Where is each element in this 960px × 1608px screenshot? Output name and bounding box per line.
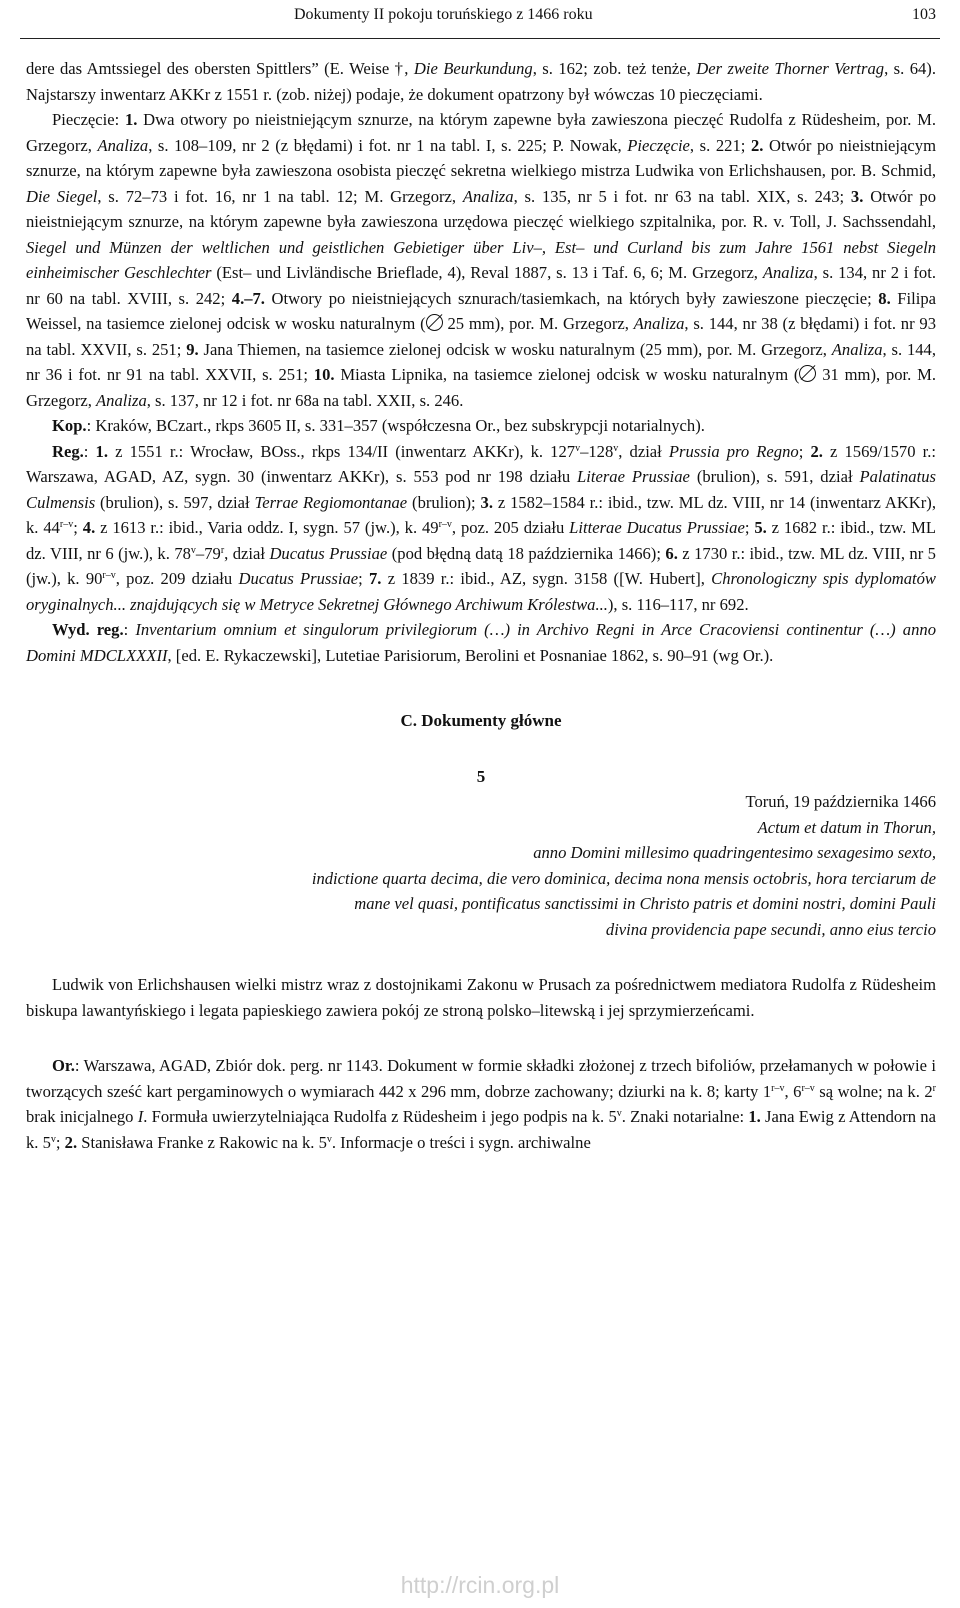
dating-line: divina providencia pape secundi, anno eius tercio [605, 919, 936, 939]
dating-line: Actum et datum in Thorun, [757, 817, 936, 837]
section-heading: C. Dokumenty główne [400, 711, 562, 730]
page-number: 103 [912, 6, 936, 23]
document-summary: Ludwik von Erlichshausen wielki mistrz wraz z dostojnikami Zakonu w Prusach za pośrednictwem mediatora Rudolfa z Rüdesheim biskupa lawantyńskiego i legata papieskiego zawiera pokój ze stroną polsko–litewską i jej sprzymierzeńcami. [26, 975, 936, 1020]
place-date: Toruń, 19 października 1466 [745, 792, 936, 811]
paragraph-reg: Reg.: 1. z 1551 r.: Wrocław, BOss., rkps 134/II (inwentarz AKKr), k. 127$^v$–128$^v$, dział Prussia pro Regno; 2. z 1569/1570 r.: Warszawa, AGAD, AZ, sygn. 30 (inwentarz AKKr), s. 553 pod nr 198 działu Literae Prussiae (brulion), s. 591, dział Palatinatus Culmensis (brulion), s. 597, dział Terrae Regiomontanae (brulion); 3. z 1582–1584 r.: ibid., tzw. ML dz. VIII, nr 14 (inwentarz AKKr), k. 44$^{r-v}$; 4. z 1613 r.: ibid., Varia oddz. I, sygn. 57 (jw.), k. 49$^{r-v}$, poz. 205 działu Litterae Ducatus Prussiae; 5. z 1682 r.: ibid., tzw. ML dz. VIII, nr 6 (jw.), k. 78$^v$–79$^r$, dział Ducatus Prussiae (pod błędną datą 18 października 1466); 6. z 1730 r.: ibid., tzw. ML dz. VIII, nr 5 (jw.), k. 90$^{r-v}$, poz. 209 działu Ducatus Prussiae; 7. z 1839 r.: ibid., AZ, sygn. 3158 ([W. Hubert], Chronologiczny spis dyplomatów oryginalnych... znajdujących się w Metryce Sekretnej Głównego Archiwum Królestwa...), s. 116–117, nr 692. [26, 441, 937, 614]
dating-line: anno Domini millesimo quadringentesimo sexagesimo sexto, [533, 843, 936, 862]
paragraph-original: Or.: Warszawa, AGAD, Zbiór dok. perg. nr 1143. Dokument w formie składki złożonej z trzech bifoliów, przełamanych w połowie i tworzących sześć kart pergaminowych o wymiarach 442 x 296 mm, dobrze zachowany; dziurki na k. 8; karty 1$^{r-v}$, 6$^{r-v}$ są wolne; na k. 2$^r$ brak inicjalnego I. Formuła uwierzytelniająca Rudolfa z Rüdesheim i jego podpis na k. 5$^v$. Znaki notarialne: 1. Jana Ewig z Attendorn na k. 5$^v$; 2. Stanisława Franke z Rakowic na k. 5$^v$. Informacje o treści i sygn. archiwalne [26, 1056, 937, 1152]
dating-line: indictione quarta decima, die vero dominica, decima nona mensis octobris, hora terciarum de [311, 868, 936, 888]
diameter-icon [426, 314, 443, 331]
document-number: 5 [476, 766, 486, 786]
paragraph-kop: Kop.: Kraków, BCzart., rkps 3605 II, s. 331–357 (współczesna Or., bez subskrypcji notarialnych). [52, 416, 705, 435]
running-header [0, 6, 960, 32]
dating-line: mane vel quasi, pontificatus sanctissimi in Christo patris et domini nostri, domini Pauli [354, 894, 936, 913]
paragraph-wyd-reg: Wyd. reg.: Inventarium omnium et singulorum privilegiorum (…) in Archivo Regni in Arce Cracoviensi continentur (…) anno Domini MDCLXXXII, [ed. E. Rykaczewski], Lutetiae Parisiorum, Berolini et Posnaniae 1862, s. 90–91 (wg Or.). [26, 620, 936, 665]
watermark-url: http://rcin.org.pl [400, 1572, 560, 1598]
paragraph-seals: Pieczęcie: 1. Dwa otwory po nieistniejącym sznurze, na którym zapewne była zawieszona pieczęć Rudolfa z Rüdesheim, por. M. Grzegorz, Analiza, s. 108–109, nr 2 (z błędami) i fot. nr 1 na tabl. I, s. 225; P. Nowak, Pieczęcie, s. 221; 2. Otwór po nieistniejącym sznurze, na którym zapewne była zawieszona osobista pieczęć sekretna wielkiego mistrza Ludwika von Erlichshausen, por. B. Schmid, Die Siegel, s. 72–73 i fot. 16, nr 1 na tabl. 12; M. Grzegorz, Analiza, s. 135, nr 5 i fot. nr 63 na tabl. XIX, s. 243; 3. Otwór po nieistniejącym sznurze, na którym zapewne była zawieszona urzędowa pieczęć wielkiego szpitalnika, por. R. v. Toll, J. Sachssendahl, Siegel und Münzen der weltlichen und geistlichen Gebietiger über Liv–, Est– und Curland bis zum Jahre 1561 nebst Siegeln einheimischer Geschlechter (Est– und Livländische Brieflade, 4), Reval 1887, s. 13 i Taf. 6, 6; M. Grzegorz, Analiza, s. 134, nr 2 i fot. nr 60 na tabl. XVIII, s. 242; 4.–7. Otwory po nieistniejących sznurach/tasiemkach, na których były zawieszone pieczęcie; 8. Filipa Weissel, na tasiemce zielonej odcisk w wosku naturalnym ( 25 mm), por. M. Grzegorz, Analiza, s. 144, nr 38 (z błędami) i fot. nr 93 na tabl. XXVII, s. 251; 9. Jana Thiemen, na tasiemce zielonej odcisk w wosku naturalnym (25 mm), por. M. Grzegorz, Analiza, s. 144, nr 36 i fot. nr 91 na tabl. XXVII, s. 251; 10. Miasta Lipnika, na tasiemce zielonej odcisk w wosku naturalnym ( 31 mm), por. M. Grzegorz, Analiza, s. 137, nr 12 i fot. nr 68a na tabl. XXII, s. 246. [26, 110, 937, 410]
running-title: Dokumenty II pokoju toruńskiego z 1466 roku [294, 6, 593, 23]
page-body [26, 56, 936, 1155]
diameter-icon [799, 365, 816, 382]
header-rule [20, 38, 940, 39]
paragraph-amtssiegel: dere das Amtssiegel des obersten Spittlers” (E. Weise †, Die Beurkundung, s. 162; zob. też tenże, Der zweite Thorner Vertrag, s. 64). Najstarszy inwentarz AKKr z 1551 r. (zob. niżej) podaje, że dokument opatrzony był wówczas 10 pieczęciami. [26, 59, 936, 104]
